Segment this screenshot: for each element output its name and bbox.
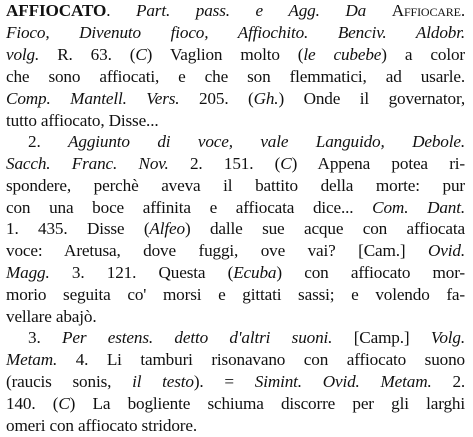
entry-text: volg. [6, 45, 58, 64]
entry-text: Aggiunto di voce, vale Languido, Debole. [68, 132, 465, 151]
entry-line [0, 240, 465, 262]
entry-text: . [106, 1, 137, 20]
entry-line [0, 306, 465, 328]
entry-line [0, 44, 465, 66]
entry-text: Magg. [6, 263, 72, 282]
entry-line [0, 393, 465, 415]
headword: AFFIOCATO [6, 1, 107, 20]
entry-text: ) dalle sue acque con affiocata [184, 219, 465, 238]
entry-text: 205. ( [198, 89, 254, 108]
entry-text: 4. Li tamburi risonavano con affiocato suono [75, 350, 465, 369]
entry-line [0, 66, 465, 88]
entry-text: le cubebe [303, 45, 382, 64]
entry-text: 1. 435. Disse ( [6, 219, 150, 238]
entry-line [0, 153, 465, 175]
entry-text: C [135, 45, 147, 64]
entry-line [0, 327, 465, 349]
entry-text: Com. Dant. [372, 198, 465, 217]
entry-text: 2. [28, 132, 69, 151]
entry-text: ) a color [381, 45, 465, 64]
entry-text: vellare abajò. [6, 307, 97, 326]
entry-line [0, 175, 465, 197]
entry-line [0, 88, 465, 110]
entry-line [0, 349, 465, 371]
entry-text: che sono affiocati, e che son flemmatici, ad usarle. [6, 67, 465, 86]
entry-text: [Camp.] [353, 328, 431, 347]
entry-line [0, 218, 465, 240]
entry-text: Metam. [6, 350, 76, 369]
entry-line [0, 415, 465, 437]
entry-text: ) Vaglion molto ( [146, 45, 304, 64]
entry-text: ) Appena potea ri- [291, 154, 465, 173]
entry-text: Per estens. detto d'altri suoni. [62, 328, 354, 347]
entry-text: . [460, 1, 465, 20]
entry-text: Ecuba [233, 263, 277, 282]
entry-text: 140. ( [6, 394, 59, 413]
entry-line [0, 371, 465, 393]
entry-text: (raucis sonis, [6, 372, 133, 391]
entry-line [0, 110, 465, 132]
entry-line [0, 284, 465, 306]
entry-text: 2. [452, 372, 465, 391]
entry-text: ). = [193, 372, 255, 391]
entry-text: voce: Aretusa, dove fuggi, ove vai? [Cam.] [6, 241, 429, 260]
entry-text: 2. 151. ( [189, 154, 281, 173]
entry-text: Comp. Mantell. Vers. [6, 89, 199, 108]
entry-text: il testo [132, 372, 194, 391]
entry-text: tutto affiocato, Disse... [6, 111, 159, 130]
entry-line [0, 0, 465, 22]
entry-text: Ovid. [428, 241, 465, 260]
entry-text: 3. [28, 328, 62, 347]
entry-text: R. 63. ( [57, 45, 136, 64]
entry-line [0, 262, 465, 284]
entry-text: morio seguita co' morsi e gittati sassi; e volendo fa- [6, 285, 465, 304]
entry-text: C [280, 154, 292, 173]
entry-text: spondere, perchè aveva il battito della morte: pur [6, 176, 465, 195]
entry-text: Sacch. Franc. Nov. [6, 154, 190, 173]
entry-text: Part. pass. e Agg. Da [136, 1, 392, 20]
entry-text: 3. 121. Questa ( [71, 263, 234, 282]
entry-line [0, 197, 465, 219]
entry-text: ) La bogliente schiuma discorre per gli larghi [69, 394, 465, 413]
entry-text: C [58, 394, 70, 413]
entry-text: Alfeo [149, 219, 185, 238]
entry-text: Simint. Ovid. Metam. [254, 372, 453, 391]
entry-text: Fioco, Divenuto fioco, Affiochito. Benciv. Aldobr. [6, 23, 465, 42]
entry-text: omeri con affiocato stridore. [6, 416, 198, 435]
entry-text: Affiocare [391, 1, 461, 20]
entry-text: con una boce affinita e affiocata dice... [6, 198, 373, 217]
entry-text: ) Onde il governator, [278, 89, 465, 108]
entry-line [0, 22, 465, 44]
entry-line [0, 131, 465, 153]
entry-text: ) con affiocato mor- [276, 263, 465, 282]
entry-text: Gh. [253, 89, 279, 108]
entry-text: Volg. [430, 328, 465, 347]
